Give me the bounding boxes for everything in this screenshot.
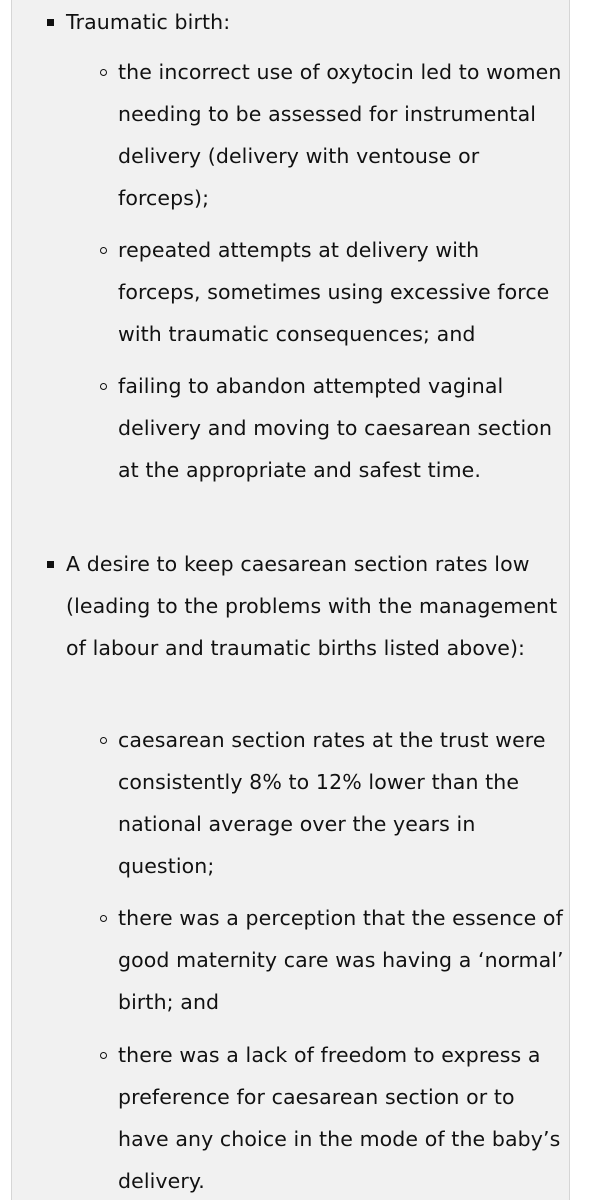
square-bullet-icon — [47, 19, 54, 26]
sub-list-item-text: repeated attempts at delivery with forceps, sometimes using excessive force with traumatic consequences; and — [118, 238, 550, 346]
sub-list-item-text: there was a perception that the essence of good maternity care was having a ‘normal’ birth; and — [118, 906, 564, 1014]
circle-bullet-icon — [100, 915, 107, 922]
circle-bullet-icon — [100, 1052, 107, 1059]
square-bullet-icon — [47, 561, 54, 568]
circle-bullet-icon — [100, 383, 107, 390]
list-item-text: Traumatic birth: — [66, 10, 231, 34]
sub-list-item-text: there was a lack of freedom to express a preference for caesarean section or to have any choice in the mode of the baby’s delivery. — [118, 1043, 561, 1193]
sub-list-item-text: caesarean section rates at the trust were consistently 8% to 12% lower than the national average over the years in question; — [118, 728, 546, 878]
circle-bullet-icon — [100, 247, 107, 254]
circle-bullet-icon — [100, 737, 107, 744]
sub-list-item-text: the incorrect use of oxytocin led to women needing to be assessed for instrumental delivery (delivery with ventouse or forceps); — [118, 60, 562, 210]
document-panel — [11, 0, 570, 1200]
list-item-text: A desire to keep caesarean section rates low (leading to the problems with the management of labour and traumatic births listed above): — [66, 552, 558, 660]
sub-list-item-text: failing to abandon attempted vaginal delivery and moving to caesarean section at the appropriate and safest time. — [118, 374, 553, 482]
circle-bullet-icon — [100, 69, 107, 76]
